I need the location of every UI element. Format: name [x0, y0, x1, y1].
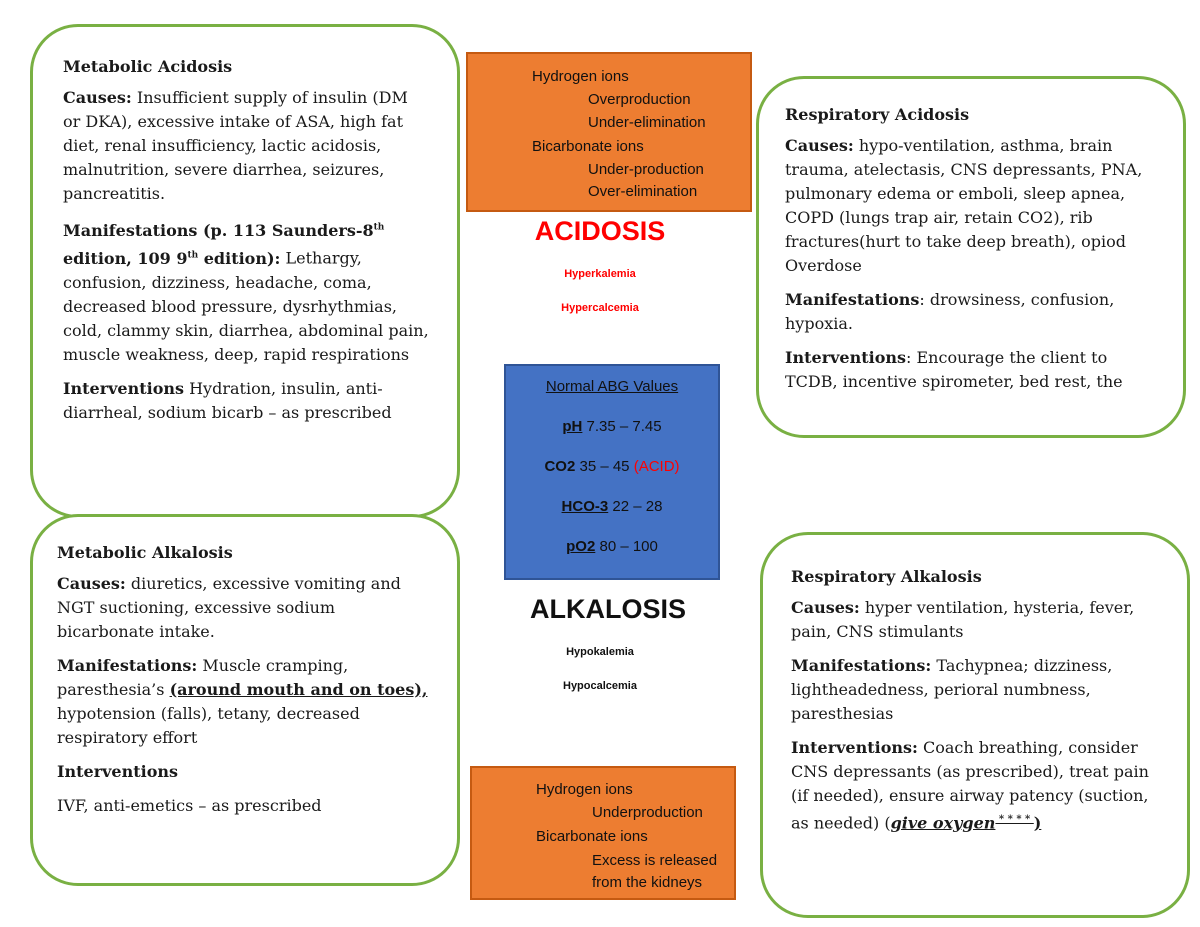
respiratory-acidosis-card: [756, 76, 1186, 438]
alkalosis-sub-from-kidneys: from the kidneys: [592, 874, 703, 891]
respiratory-alkalosis-causes: Causes: hyper ventilation, hysteria, fever, pain, CNS stimulants: [791, 598, 1135, 641]
respiratory-acidosis-title: Respiratory Acidosis: [785, 105, 970, 124]
respiratory-alkalosis-card: [760, 532, 1190, 918]
alkalosis-hypocalcemia: Hypocalcemia: [563, 680, 637, 692]
metabolic-acidosis-card: [30, 24, 460, 518]
acidosis-item-bicarbonate: Bicarbonate ions: [532, 138, 644, 155]
abg-title: Normal ABG Values: [545, 378, 679, 395]
acidosis-heading: ACIDOSIS: [534, 216, 666, 246]
metabolic-alkalosis-interventions: IVF, anti-emetics – as prescribed: [57, 796, 322, 815]
metabolic-acidosis-interventions: Interventions Hydration, insulin, anti-diarrheal, sodium bicarb – as prescribed: [63, 378, 392, 422]
respiratory-alkalosis-manifestations: Manifestations: Tachypnea; dizziness, lightheadedness, perioral numbness, paresthesias: [791, 656, 1113, 723]
abg-co2-row: CO2 35 – 45 (ACID): [544, 458, 680, 475]
alkalosis-heading: ALKALOSIS: [529, 594, 686, 624]
acidosis-item-hydrogen: Hydrogen ions: [532, 68, 629, 85]
abg-hco3-row: HCO-3 22 – 28: [561, 498, 663, 515]
respiratory-alkalosis-title: Respiratory Alkalosis: [791, 567, 982, 586]
acidosis-hyperkalemia: Hyperkalemia: [564, 268, 636, 280]
respiratory-acidosis-interventions: Interventions: Encourage the client to TCDB, incentive spirometer, bed rest, the: [785, 348, 1123, 391]
metabolic-alkalosis-title: Metabolic Alkalosis: [57, 543, 233, 562]
respiratory-acidosis-manifestations: Manifestations: drowsiness, confusion, hypoxia.: [785, 290, 1115, 333]
alkalosis-item-hydrogen: Hydrogen ions: [536, 781, 633, 798]
alkalosis-sub-excess-released: Excess is released: [592, 852, 718, 869]
alkalosis-item-bicarbonate: Bicarbonate ions: [536, 828, 648, 845]
respiratory-acidosis-causes: Causes: hypo-ventilation, asthma, brain trauma, atelectasis, CNS depressants, PNA, pulmonary edema or emboli, sleep apnea, COPD (lungs trap air, retain CO2), rib fractures(hurt to take deep breath), opiod Overdose: [785, 136, 1143, 275]
metabolic-alkalosis-card: [30, 514, 460, 886]
metabolic-alkalosis-interventions-label: Interventions: [57, 762, 179, 781]
abg-ph-row: pH 7.35 – 7.45: [562, 418, 662, 435]
acidosis-sub-under-elimination: Under-elimination: [588, 114, 706, 131]
alkalosis-hypokalemia: Hypokalemia: [566, 646, 634, 658]
acidosis-sub-under-production: Under-production: [588, 161, 704, 178]
metabolic-alkalosis-causes: Causes: diuretics, excessive vomiting and NGT suctioning, excessive sodium bicarbonate intake.: [57, 574, 401, 641]
respiratory-alkalosis-interventions: Interventions: Coach breathing, consider CNS depressants (as prescribed), treat pain (if needed), ensure airway patency (suction, as needed) (give oxygen * * * * ): [791, 738, 1149, 833]
metabolic-acidosis-title: Metabolic Acidosis: [63, 57, 233, 76]
alkalosis-sub-underproduction: Underproduction: [592, 804, 703, 821]
acidosis-hypercalcemia: Hypercalcemia: [561, 302, 639, 314]
metabolic-alkalosis-manifestations: Manifestations: Muscle cramping, paresthesia’s (around mouth and on toes), hypotension (falls), tetany, decreased respiratory effort: [57, 656, 428, 747]
abg-po2-row: pO2 80 – 100: [566, 538, 658, 555]
acidosis-sub-overproduction: Overproduction: [588, 91, 691, 108]
metabolic-acidosis-manifestations: Manifestations (p. 113 Saunders-8th edition, 109 9th edition): Lethargy, confusion, dizziness, headache, coma, decreased blood pressure, dysrhythmias, cold, clammy skin, diarrhea, abdominal pain, muscle weakness, deep, rapid respirations: [63, 221, 429, 364]
alkalosis-causes-box: [470, 766, 736, 900]
metabolic-acidosis-causes: Causes: Insufficient supply of insulin (DM or DKA), excessive intake of ASA, high fat diet, renal insufficiency, lactic acidosis, malnutrition, severe diarrhea, seizures, pancreatitis.: [63, 88, 408, 203]
normal-abg-values-box: [504, 364, 720, 580]
acidosis-sub-over-elimination: Over-elimination: [588, 183, 698, 200]
acidosis-causes-box: [466, 52, 752, 212]
